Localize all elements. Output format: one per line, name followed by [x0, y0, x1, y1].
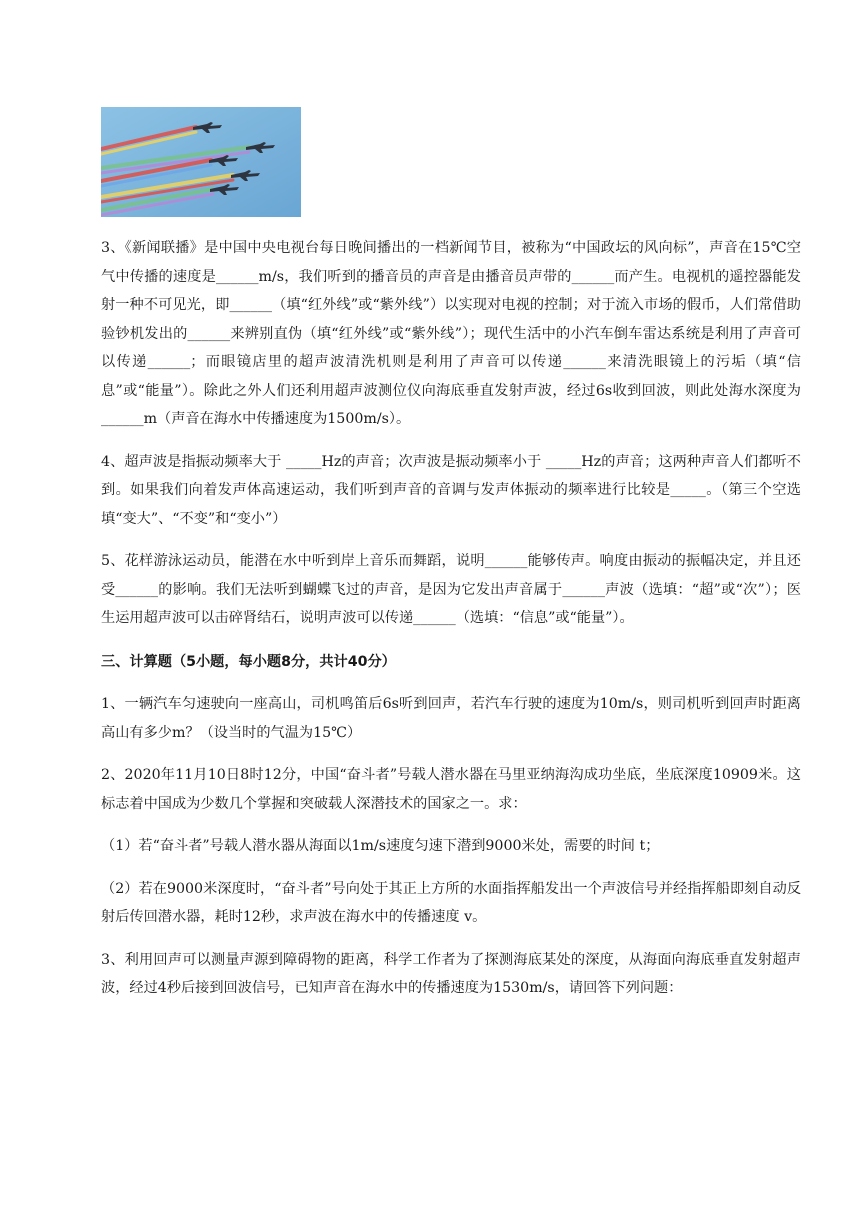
- calc-question-2-part-1: （1）若“奋斗者”号载人潜水器从海面以1m/s速度匀速下潜到9000米处，需要的时间 t；: [101, 838, 660, 854]
- calc-question-1: 1、一辆汽车匀速驶向一座高山，司机鸣笛后6s听到回声，若汽车行驶的速度为10m/s，则司机听到回声时距离高山有多少m？（设当时的气温为15℃）: [101, 696, 801, 741]
- section-heading: 三、计算题（5小题，每小题8分，共计40分）: [101, 653, 396, 670]
- fill-question-3: 3、《新闻联播》是中国中央电视台每日晚间播出的一档新闻节目，被称为“中国政坛的风向标”，声音在15℃空气中传播的速度是______m/s，我们听到的播音员的声音是由播音员声带的______而产生。电视机的遥控器能发射一种不可见光，即______（填“红外线”或“紫外线”）以实现对电视的控制；对于流入市场的假币，人们常借助验钞机发出的______来辨别直伪（填“红外线”或“紫外线”）；现代生活中的小汽车倒车雷达系统是利用了声音可以传递______；而眼镜店里的超声波清洗机则是利用了声音可以传递______来清洗眼镜上的污垢（填“信息”或“能量”）。除此之外人们还利用超声波测位仪向海底垂直发射声波，经过6s收到回波，则此处海水深度为______m（声音在海水中传播速度为1500m/s）。: [101, 240, 801, 427]
- fighter-jets-formation-photo: [101, 107, 301, 217]
- calc-question-3: 3、利用回声可以测量声源到障碍物的距离，科学工作者为了探测海底某处的深度，从海面向海底垂直发射超声波，经过4秒后接到回波信号，已知声音在海水中的传播速度为1530m/s，请回答下列问题：: [101, 951, 801, 996]
- calc-question-2: 2、2020年11月10日8时12分，中国“奋斗者”号载人潜水器在马里亚纳海沟成功坐底，坐底深度10909米。这标志着中国成为少数几个掌握和突破载人深潜技术的国家之一。求：: [101, 767, 801, 812]
- fill-question-4: 4、超声波是指振动频率大于 _____Hz的声音；次声波是振动频率小于 _____Hz的声音；这两种声音人们都听不到。如果我们向着发声体高速运动，我们听到声音的音调与发声体振动的频率进行比较是_____。（第三个空选填“变大”、“不变”和“变小”）: [101, 453, 801, 527]
- fill-question-5: 5、花样游泳运动员，能潜在水中听到岸上音乐而舞蹈，说明______能够传声。响度由振动的振幅决定，并且还受______的影响。我们无法听到蝴蝶飞过的声音，是因为它发出声音属于______声波（选填：“超”或“次”）；医生运用超声波可以击碎肾结石，说明声波可以传递______（选填：“信息”或“能量”）。: [101, 553, 801, 626]
- calc-question-2-part-2: （2）若在9000米深度时，“奋斗者”号向处于其正上方所的水面指挥船发出一个声波信号并经指挥船即刻自动反射后传回潜水器，耗时12秒，求声波在海水中的传播速度 v。: [101, 880, 801, 925]
- question-content: [101, 234, 801, 1003]
